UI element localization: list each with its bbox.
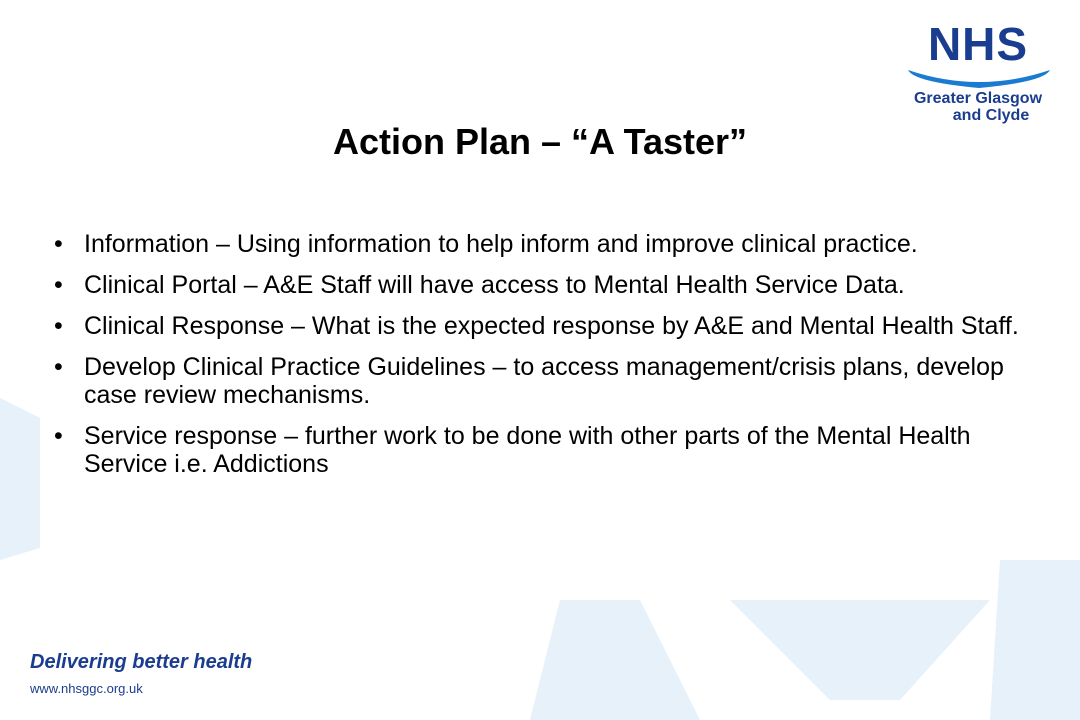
background-left-wedge (0, 398, 40, 560)
bullet-text-guidelines: Develop Clinical Practice Guidelines – to access management/crisis plans, develop case review mechanisms. (84, 353, 1004, 409)
bullet-text-clinical-response: Clinical Response – What is the expected response by A&E and Mental Health Staff. (84, 312, 1019, 340)
bullet-item (54, 353, 1034, 409)
nhs-org-name-line2: and Clyde (952, 107, 1030, 124)
bullet-marker: • (54, 312, 63, 340)
nhs-wordmark: NHS (927, 18, 1029, 70)
bullet-marker: • (54, 353, 63, 381)
bullet-text-service-response: Service response – further work to be done with other parts of the Mental Health Service i.e. Addictions (84, 422, 971, 478)
bullet-text-information: Information – Using information to help inform and improve clinical practice. (84, 230, 918, 258)
bullet-item (54, 230, 1034, 258)
bullet-marker: • (54, 230, 63, 258)
nhs-logo (898, 12, 1058, 124)
bullet-item (54, 312, 1034, 340)
background-bottom-shape-1 (530, 600, 700, 720)
bullet-item (54, 422, 1034, 478)
bullet-marker: • (54, 271, 63, 299)
bullet-list (54, 230, 1034, 491)
bullet-marker: • (54, 422, 63, 450)
bullet-text-clinical-portal: Clinical Portal – A&E Staff will have access to Mental Health Service Data. (84, 271, 905, 299)
bullet-item (54, 271, 1034, 299)
nhs-org-name-line1: Greater Glasgow (913, 90, 1043, 107)
nhs-swoosh-icon (904, 64, 1054, 92)
footer-url: www.nhsggc.org.uk (30, 681, 143, 696)
background-bottom-shape-2 (730, 600, 990, 700)
footer-tagline: Delivering better health (30, 651, 253, 673)
background-bottom-shape-3 (990, 560, 1080, 720)
slide-title: Action Plan – “A Taster” (332, 121, 748, 162)
